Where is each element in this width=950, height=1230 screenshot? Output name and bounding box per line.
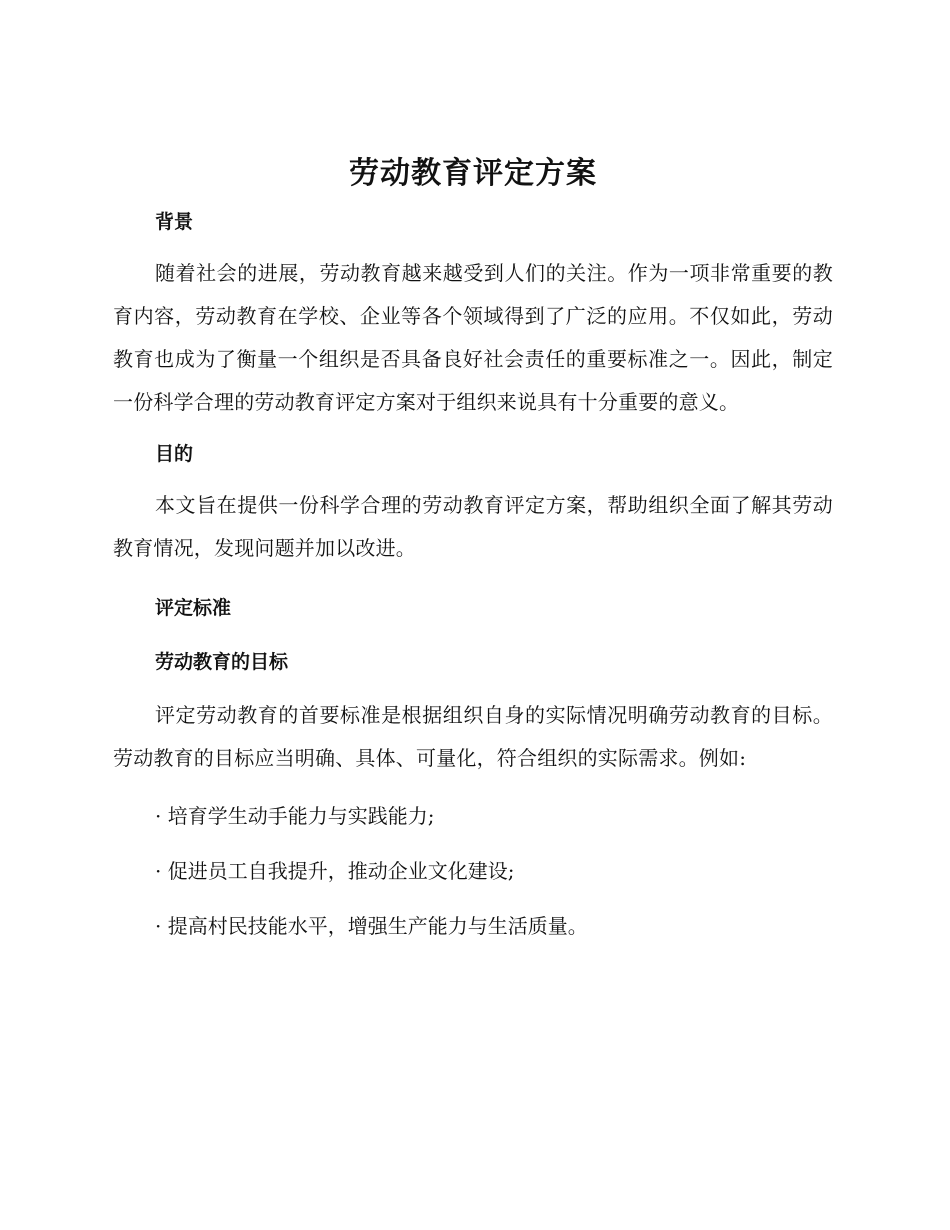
document-content (113, 150, 833, 942)
goal-bullet-2: · 促进员工自我提升，推动企业文化建设; (155, 859, 515, 883)
document-title: 劳动教育评定方案 (349, 156, 597, 191)
goal-bullet-1: · 培育学生动手能力与实践能力; (155, 804, 435, 828)
subsection-heading-goals: 劳动教育的目标 (155, 651, 289, 673)
section-heading-background: 背景 (155, 211, 194, 233)
section-heading-purpose: 目的 (155, 443, 194, 465)
background-paragraph: 随着社会的进展，劳动教育越来越受到人们的关注。作为一项非常重要的教育内容，劳动教育在学校、企业等各个领域得到了广泛的应用。不仅如此，劳动教育也成为了衡量一个组织是否具备良好社会责任的重要标准之一。因此，制定一份科学合理的劳动教育评定方案对于组织来说具有十分重要的意义。 (113, 261, 833, 414)
criteria-paragraph: 评定劳动教育的首要标准是根据组织自身的实际情况明确劳动教育的目标。劳动教育的目标应当明确、具体、可量化，符合组织的实际需求。例如: (113, 703, 833, 770)
goal-bullet-3: · 提高村民技能水平，增强生产能力与生活质量。 (155, 914, 588, 938)
section-heading-criteria: 评定标准 (155, 597, 232, 619)
purpose-paragraph: 本文旨在提供一份科学合理的劳动教育评定方案，帮助组织全面了解其劳动教育情况，发现问题并加以改进。 (113, 493, 833, 560)
